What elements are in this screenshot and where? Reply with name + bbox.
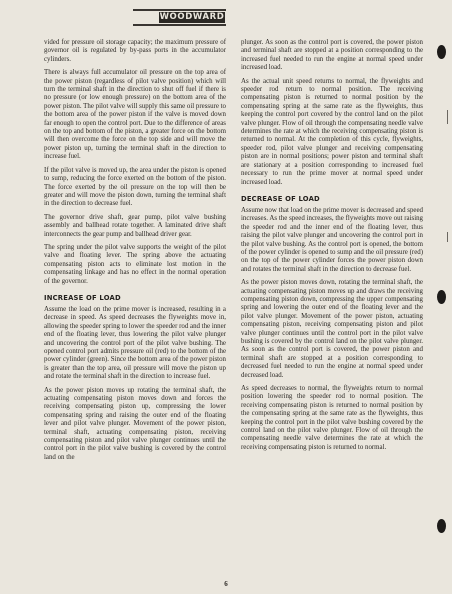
paragraph: As speed decreases to normal, the flyweights return to normal position lowering the speeder rod to normal position. The receiving compensating piston is returned to normal position by the compensating spring at the same rate as the flyweights, thus keeping the control port in the pilot valve bushing covered by the control land on the pilot valve plunger. Flow of oil through the compensating needle valve determines the rate at which the receiving compensating piston is returned to normal. (241, 385, 423, 451)
logo-text: WOODWARD (159, 12, 225, 22)
woodward-logo (133, 9, 226, 26)
paragraph: There is always full accumulator oil pressure on the top area of the power piston (regardless of pilot valve position) which will turn the terminal shaft in the direction to shut off fuel if there is no pressure (or low enough pressure) on the bottom area of the power piston. The pilot valve will supply this same oil pressure to the bottom area of the power piston if the valve is moved down far enough to open the control port. Due to the difference of areas on the top and bottom of the piston, a greater force on the bottom will then overcome the force on the top side and will move the power piston up, turning the terminal shaft in the direction to increase fuel. (44, 69, 226, 161)
paragraph: If the pilot valve is moved up, the area under the piston is opened to sump, reducing the force exerted on the bottom of the piston. The force exerted by the oil pressure on the top will then be greater and will move the piston down, turning the terminal shaft in the direction to decrease fuel. (44, 166, 226, 208)
paragraph: As the power piston moves up rotating the terminal shaft, the actuating compensating piston moves down and forces the receiving compensating piston up, compressing the lower compensating spring and raising the outer end of the floating lever and pilot valve plunger. Movement of the power piston, terminal shaft, actuating compensating piston, receiving compensating piston and pilot valve plunger continues until the control port in the pilot valve bushing is covered by the control land on the (44, 386, 226, 461)
section-heading-decrease-of-load: DECREASE OF LOAD (241, 194, 320, 203)
paragraph: Assume now that load on the prime mover is decreased and speed increases. As the speed increases, the flyweights move out raising the speeder rod and the inner end of the floating lever, thus raising the pilot valve plunger and uncovering the control port in the pilot valve bushing. As the control port is opened, the bottom of the power cylinder is opened to sump and the oil pressure (red) on the top of the power cylinder forces the power piston down and rotates the terminal shaft in the direction to decrease fuel. (241, 206, 423, 273)
paragraph: As the power piston moves down, rotating the terminal shaft, the actuating compensating piston moves up and draws the receiving compensating piston down, compressing the upper compensating spring and lowering the outer end of the floating lever and the pilot valve plunger. Movement of the power piston, actuating compensating piston, receiving compensating piston and pilot valve plunger continues until the control port in the pilot valve bushing is covered by the control land on the pilot valve plunger. As soon as the control port is covered, the power piston and terminal shaft are stopped at a position corresponding to decreased fuel needed to run the engine at normal speed under decreased load. (241, 279, 423, 379)
section-heading-increase-of-load: INCREASE OF LOAD (44, 293, 121, 302)
paragraph: As the actual unit speed returns to normal, the flyweights and speeder rod return to normal position. The receiving compensating piston is returned to normal position by the compensating spring at the same rate as the flyweights, thus keeping the control port covered by the control land on the pilot valve plunger. Flow of oil through the compensating needle valve determines the rate at which the receiving compensating piston is returned to normal. At the completion of this cycle, flyweights, speeder rod, pilot valve plunger and receiving compensating piston are in normal positions; power piston and terminal shaft are stationary at a position corresponding to increased fuel necessary to run the prime mover at normal speed under increased load. (241, 77, 423, 186)
paragraph: The spring under the pilot valve supports the weight of the pilot valve and floating lever. The spring above the actuating compensating piston acts to eliminate lost motion in the compensating linkage and has no effect in the normal operation of the governor. (44, 243, 226, 285)
binder-hole-icon (437, 290, 446, 304)
paragraph: vided for pressure oil storage capacity; the maximum pressure of governor oil is regulated by by-pass ports in the accumulator cylinders. (44, 39, 226, 63)
page-number: 6 (224, 580, 228, 588)
paragraph: plunger. As soon as the control port is covered, the power piston and terminal shaft are stopped at a position corresponding to the increased fuel needed to run the engine at normal speed under increased load. (241, 39, 423, 72)
binder-hole-icon (437, 519, 446, 533)
left-column (44, 39, 226, 467)
right-column (241, 39, 423, 457)
paragraph: Assume the load on the prime mover is increased, resulting in a decrease in speed. As speed decreases the flyweights move in, allowing the speeder spring to lower the speeder rod and the inner end of the floating lever, thus lowering the pilot valve plunger and uncovering the control port of the pilot valve bushing. The opened control port admits pressure oil (red) to the bottom of the power cylinder (green). Since the bottom area of the power piston is greater than the top area, oil pressure will move the piston up and rotate the terminal shaft in the direction to increase fuel. (44, 305, 226, 381)
paragraph: The governor drive shaft, gear pump, pilot valve bushing assembly and ballhead rotate together. A laminated drive shaft interconnects the gear pump and ballhead driver gear. (44, 213, 226, 238)
edge-mark (447, 232, 448, 242)
edge-mark (447, 110, 448, 124)
binder-hole-icon (437, 45, 446, 59)
